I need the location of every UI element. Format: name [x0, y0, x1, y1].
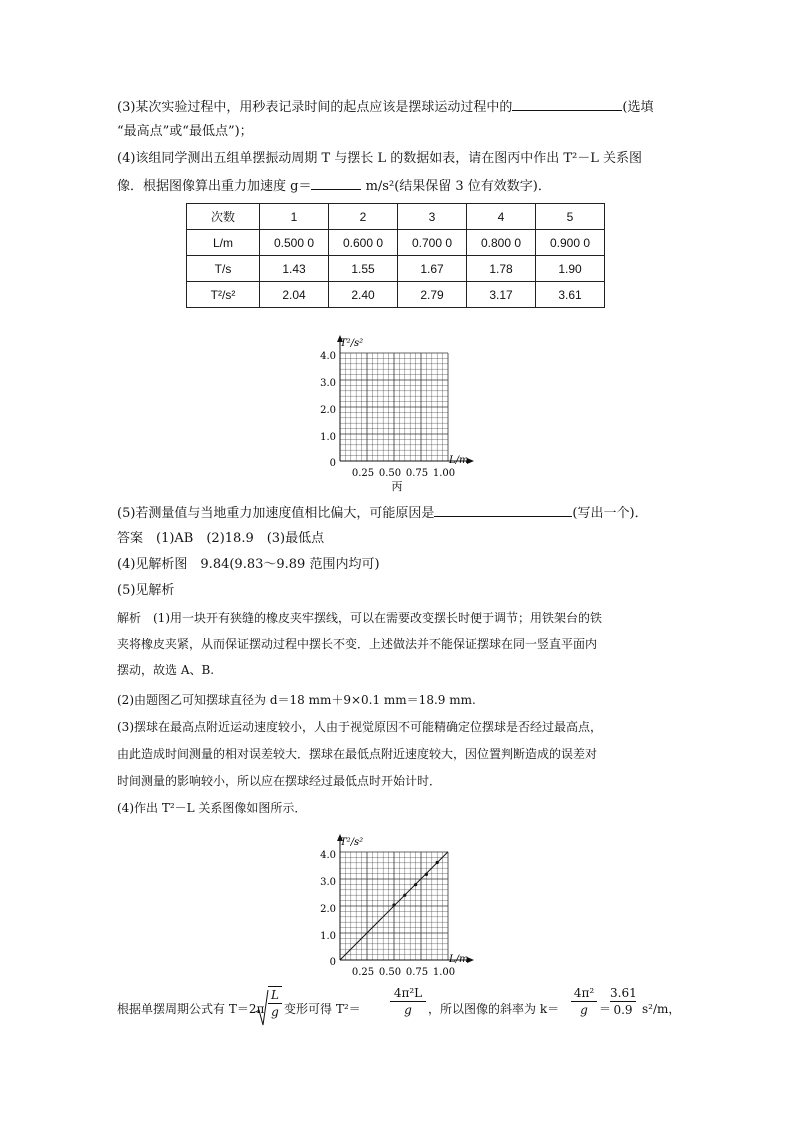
formula-mid2: ，所以图像的斜率为 k＝ [428, 1002, 560, 1016]
q5-text-after: (写出一个)． [572, 506, 648, 521]
fraction-numerator: 3.61 [610, 986, 637, 1000]
table-cell: 0.500 0 [260, 230, 329, 256]
table-cell: 0.800 0 [467, 230, 536, 256]
graph-grid [337, 335, 474, 464]
data-point [414, 883, 417, 886]
q4-text-after: m/s²(结果保留 3 位有效数字)． [361, 179, 551, 194]
graph-grid [337, 834, 474, 963]
q3-text: (3)某次实验过程中，用秒表记录时间的起点应该是摆球运动过程中的 [117, 100, 513, 115]
table-cell: 2 [329, 204, 398, 230]
formula-equals: ＝ [599, 1002, 612, 1016]
table-cell: 0.900 0 [536, 230, 605, 256]
fraction-3 [610, 986, 636, 1017]
fraction-denominator: g [271, 1005, 279, 1019]
answer-graph [310, 832, 490, 980]
y-tick-label: 1.0 [320, 931, 336, 942]
y-tick-label: 2.0 [320, 904, 336, 915]
q3-answer-blank[interactable] [512, 97, 622, 111]
table-cell: 1.43 [260, 256, 329, 282]
x-tick-label: 0.25 [351, 468, 375, 479]
analysis-p4: (4)作出 T²－L 关系图像如图所示． [117, 801, 307, 815]
fraction-numerator: L [271, 988, 279, 1002]
data-point [436, 861, 439, 864]
origin-label: 0 [329, 957, 336, 968]
table-cell: 0.600 0 [329, 230, 398, 256]
x-tick-label: 0.75 [405, 967, 429, 978]
q5-answer-blank[interactable] [434, 503, 572, 517]
sqrt-fraction [268, 986, 282, 1019]
table-cell: 1.55 [329, 256, 398, 282]
blank-graph-svg[interactable] [310, 333, 490, 495]
fraction-numerator: 4π² [573, 986, 595, 1000]
table-cell: 2.79 [398, 282, 467, 308]
table-cell: 2.04 [260, 282, 329, 308]
formula-mid1: 变形可得 T²＝ [284, 1002, 361, 1016]
y-tick-label: 4.0 [320, 850, 336, 861]
x-tick-label: 0.50 [378, 468, 402, 479]
analysis-p1-line2: 夹将橡皮夹紧，从而保证摆动过程中摆长不变．上述做法并不能保证摆球在同一竖直平面内 [117, 637, 598, 651]
fraction-denominator: 0.9 [613, 1003, 633, 1017]
fraction-2 [571, 986, 597, 1017]
formula-lead: 根据单摆周期公式有 T＝2π [117, 1002, 265, 1016]
fraction-denominator: g [404, 1003, 412, 1017]
answer-line2: (4)见解析图 9.84(9.83～9.89 范围内均可) [117, 557, 380, 572]
q4-line2 [117, 176, 551, 196]
table-cell: 3.61 [536, 282, 605, 308]
x-tick-label: 0.75 [405, 468, 429, 479]
analysis-p1-line1: 解析 (1)用一块开有狭缝的橡皮夹牢摆线，可以在需要改变摆长时便于调节；用铁架台的铁 [117, 611, 603, 625]
x-axis-label: L/m [449, 455, 469, 466]
origin-label: 0 [329, 458, 336, 469]
table-cell: 1.67 [398, 256, 467, 282]
q3-text-after: (选填 [622, 100, 654, 115]
x-tick-label: 0.50 [378, 967, 402, 978]
analysis-p3-line1: (3)摆球在最高点附近运动速度较小，人由于视觉原因不可能精确定位摆球是否经过最高点， [117, 720, 603, 734]
fraction-numerator: 4π²L [393, 986, 423, 1000]
table-cell: 4 [467, 204, 536, 230]
y-tick-label: 3.0 [320, 877, 336, 888]
q3-line1 [117, 97, 654, 117]
y-tick-label: 4.0 [320, 351, 336, 362]
table-cell: 次数 [187, 204, 260, 230]
answer-graph-svg [310, 832, 490, 980]
table-row [187, 282, 605, 308]
table-row [187, 230, 605, 256]
table-cell: T²/s² [187, 282, 260, 308]
table-cell: 1.78 [467, 256, 536, 282]
data-table [186, 203, 605, 308]
x-axis-label: L/m [449, 954, 469, 965]
y-tick-label: 3.0 [320, 378, 336, 389]
table-cell: T/s [187, 256, 260, 282]
table-cell: 1.90 [536, 256, 605, 282]
data-point [403, 894, 406, 897]
fraction-denominator: g [580, 1003, 588, 1017]
x-tick-label: 1.00 [432, 468, 456, 479]
analysis-p1-line3: 摆动，故选 A、B. [117, 663, 215, 677]
answer-line1: 答案 (1)AB (2)18.9 (3)最低点 [117, 531, 325, 546]
y-axis-label: T²/s² [340, 837, 364, 848]
q4-line1: (4)该组同学测出五组单摆振动周期 T 与摆长 L 的数据如表，请在图丙中作出 T²－L 关系图 [117, 151, 643, 166]
table-cell: 3.17 [467, 282, 536, 308]
x-tick-label: 0.25 [351, 967, 375, 978]
table-cell: 3 [398, 204, 467, 230]
table-cell: 5 [536, 204, 605, 230]
q5-line [117, 503, 648, 523]
table-row [187, 256, 605, 282]
sqrt-sign-icon [255, 988, 269, 1028]
graph-caption: 丙 [391, 480, 403, 493]
fraction-1 [390, 986, 426, 1017]
analysis-p2: (2)由题图乙可知摆球直径为 d＝18 mm＋9×0.1 mm＝18.9 mm. [117, 693, 476, 707]
data-point [425, 873, 428, 876]
q3-line2: “最高点”或“最低点”)； [117, 124, 253, 139]
x-tick-label: 1.00 [432, 967, 456, 978]
table-cell: L/m [187, 230, 260, 256]
q5-text: (5)若测量值与当地重力加速度值相比偏大，可能原因是 [117, 506, 435, 521]
q4-text: 像．根据图像算出重力加速度 g＝ [117, 179, 312, 194]
y-tick-label: 2.0 [320, 405, 336, 416]
y-axis-label: T²/s² [340, 338, 364, 349]
analysis-p3-line3: 时间测量的影响较小，所以应在摆球经过最低点时开始计时． [117, 774, 442, 788]
formula-unit: s²/m， [642, 1002, 681, 1016]
y-tick-label: 1.0 [320, 432, 336, 443]
table-cell: 1 [260, 204, 329, 230]
table-header-row [187, 204, 605, 230]
table-cell: 2.40 [329, 282, 398, 308]
data-point [392, 903, 395, 906]
blank-graph [310, 333, 490, 495]
analysis-p3-line2: 由此造成时间测量的相对误差较大．摆球在最低点附近速度较大，因位置判断造成的误差对 [117, 747, 598, 761]
table-cell: 0.700 0 [398, 230, 467, 256]
g-answer-blank[interactable] [311, 176, 361, 190]
answer-line3: (5)见解析 [117, 583, 175, 598]
